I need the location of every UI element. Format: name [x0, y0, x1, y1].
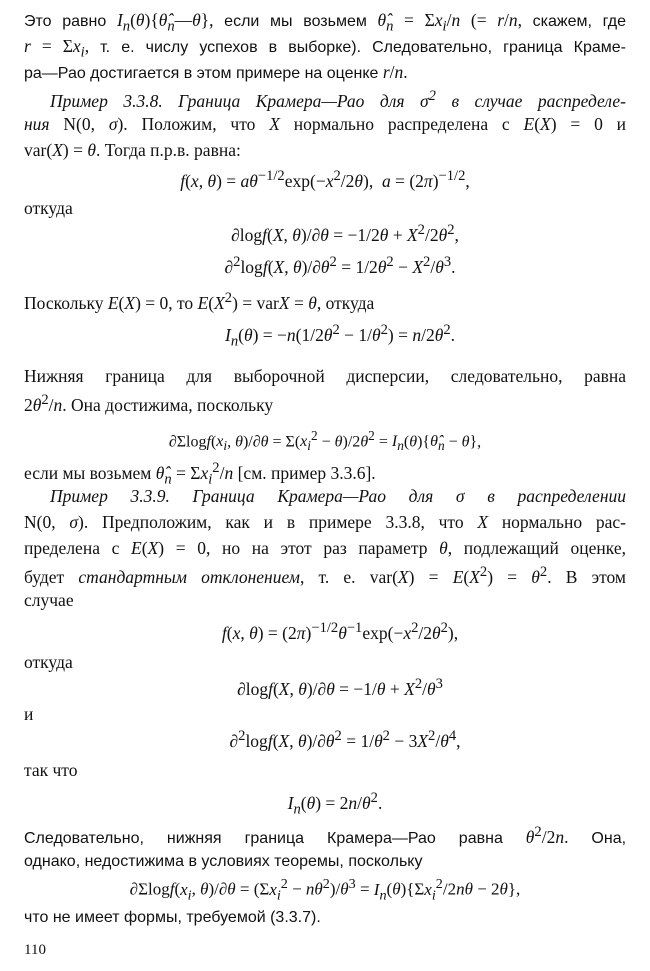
equation: ∂$^2$logf(X, $\theta)/\partial\theta^2 = 1/2\theta^2 - X^2/\theta^3$.: [224, 254, 456, 277]
text-line: откуда: [24, 652, 73, 672]
equation: $\partial\Sigma\log f(x_i$, $\theta)/\partial\theta = (\Sigma x_i^2 - n\theta^2)/\theta^3 = I_n(\theta)\{\Sigma x_i^2/2n\theta - 2\theta\}$,: [129, 876, 521, 904]
text-line: Поскольку E(X) = 0, то $E(X^2)$ = varX = θ, откуда: [24, 290, 375, 313]
text-line: Нижняя граница для выборочной дисперсии, следовательно, равна: [24, 366, 626, 386]
equation: ∂logf(X, $\theta)/\partial\theta = -1/2\theta + X^2/2\theta^2$,: [231, 222, 459, 245]
text-line: $r = \Sigma x_i$, т. е. числу успехов в выборке). Следовательно, граница Краме-: [24, 36, 626, 61]
text-line: случае: [24, 590, 74, 610]
text-line: будет стандартным отклонением, т. е. $var(X) = E(X^2) = \theta^2$. В этом: [24, 564, 626, 587]
text-line: что не имеет формы, требуемой (3.3.7).: [24, 909, 321, 926]
text-line: $2\theta^2/n$. Она достижима, поскольку: [24, 392, 274, 415]
text-line: Это равно $I_n(\theta)\{\thetâ_n—\theta\}$, если мы возьмем $\thetâ_n = \Sigma x_i/n$ (= r/n, скажем, где: [24, 10, 626, 35]
example-heading: Пример 3.3.8. Граница Крамера—Рао для $\sigma^2$ в случае распределе-: [50, 88, 626, 111]
equation: ∂$^2$logf(X, $\theta)/\partial\theta^2 = 1/\theta^2 - 3X^2/\theta^4$,: [229, 728, 461, 751]
text-line: ния N(0, σ). Положим, что X нормально распределена с E(X) = 0 и: [24, 114, 626, 134]
example-heading: Пример 3.3.9. Граница Крамера—Рао для σ в распределении: [50, 486, 626, 506]
equation: $I_n(\theta) = -n(1/2\theta^2 - 1/\theta^2) = n/2\theta^2$.: [225, 322, 455, 350]
text-line: однако, недостижима в условиях теоремы, поскольку: [24, 853, 423, 870]
text-line: N(0, σ). Предположим, как и в примере 3.3.8, что X нормально рас-: [24, 512, 626, 532]
equation: $I_n(\theta) = 2n/\theta^2$.: [287, 790, 383, 818]
equation: f(x, $\theta) = (2\pi)^{-1/2}\theta^{-1}\exp(-x^2/2\theta^2)$,: [221, 620, 459, 643]
text-line: ра—Рао достигается в этом примере на оценке r/n.: [24, 62, 408, 82]
text-line: так что: [24, 760, 78, 780]
page-number: 110: [24, 942, 46, 958]
text-line: var(X) = θ. Тогда п.р.в. равна:: [24, 140, 241, 160]
equation: $\partial\Sigma\log f(x_i$, $\theta)/\partial\theta = \Sigma(x_i^2 - \theta)/2\theta^2$ = $I_n(\theta)\{\thetâ_n - \theta\}$,: [168, 428, 482, 454]
text-line: Следовательно, нижняя граница Крамера—Рао равна $\theta^2/2n$. Она,: [24, 824, 626, 847]
text-line: если мы возьмем $\thetâ_n = \Sigma x_i^2/n$ [см. пример 3.3.6].: [24, 460, 376, 488]
text-line: и: [24, 704, 34, 724]
text-line: пределена с E(X) = 0, но на этот раз параметр θ, подлежащий оценке,: [24, 538, 626, 558]
text-line: откуда: [24, 198, 73, 218]
equation: ∂logf(X, $\theta)/\partial\theta = -1/\theta + X^2/\theta^3$: [237, 676, 443, 699]
equation: f(x, $\theta) = a\theta^{-1/2}\exp(-x^2/2\theta)$, $a = (2\pi)^{-1/2}$,: [180, 168, 470, 191]
